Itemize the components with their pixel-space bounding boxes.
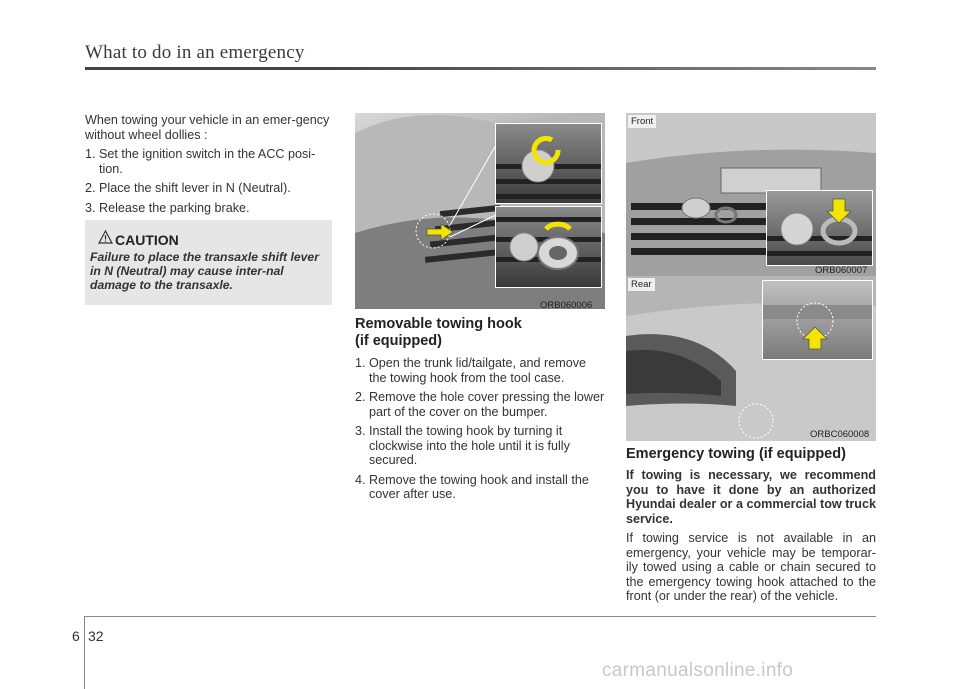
- tow-hook-icon: [767, 191, 872, 265]
- list-item: 1. Set the ignition switch in the ACC posi-tion.: [85, 147, 316, 176]
- chapter-number: 6: [72, 628, 80, 644]
- section-title-line: Removable towing hook: [355, 316, 522, 332]
- inset-hole-cover: [495, 123, 602, 204]
- inset-rear-hook: [762, 280, 873, 360]
- list-item: 2. Place the shift lever in N (Neutral).: [85, 181, 291, 195]
- list-item: 4. Remove the towing hook and install the cover after use.: [355, 472, 589, 501]
- bold-paragraph: If towing is necessary, we recommend you to have it done by an authorized Hyundai dealer or a commercial tow truck service.: [626, 468, 876, 526]
- rear-label: Rear: [628, 278, 655, 291]
- inset-front-hook: [766, 190, 873, 266]
- warning-triangle-icon: [98, 230, 113, 244]
- towing-hook-photo: [355, 113, 605, 309]
- yellow-arrow-icon: [425, 223, 455, 241]
- list-item: 3. Install the towing hook by turning it clockwise into the hole until it is fully secured.: [355, 424, 570, 467]
- page-number: 32: [88, 628, 104, 644]
- intro-text: When towing your vehicle in an emer-gency without wheel dollies :: [85, 113, 330, 142]
- figure-caption: ORB060006: [540, 300, 593, 311]
- header-rule: [85, 67, 876, 70]
- list-item: 2. Remove the hole cover pressing the lower part of the cover on the bumper.: [355, 390, 605, 419]
- page-header-title: What to do in an emergency: [85, 42, 305, 63]
- front-label: Front: [628, 115, 656, 128]
- tow-hook-icon: [496, 207, 601, 287]
- body-paragraph: If towing service is not available in an emergency, your vehicle may be temporar-ily towed using a cable or chain secured to the emergency towing hook attached to the front (or under the rear) of the vehicle.: [626, 531, 876, 603]
- front-hook-photo: [626, 113, 876, 276]
- caution-title: CAUTION: [115, 232, 179, 248]
- footer-rule: [85, 616, 876, 617]
- rear-hole-icon: [763, 281, 872, 359]
- right-column: [626, 446, 876, 604]
- watermark: carmanualsonline.info: [602, 660, 794, 681]
- rear-hook-photo: [626, 276, 876, 441]
- inset-hook-installed: [495, 206, 602, 288]
- caution-text: Failure to place the transaxle shift lever in N (Neutral) may cause inter-nal damage to the transaxle.: [90, 250, 319, 293]
- list-item: 3. Release the parking brake.: [85, 200, 250, 215]
- left-column: [85, 113, 333, 220]
- middle-column: [355, 316, 605, 507]
- towing-steps-list: [85, 147, 333, 215]
- section-title-removable-hook: [355, 316, 605, 350]
- section-title-line: (if equipped): [355, 333, 442, 349]
- list-item: 1. Open the trunk lid/tailgate, and remove the towing hook from the tool case.: [355, 356, 587, 385]
- section-title-emergency-towing: Emergency towing (if equipped): [626, 446, 846, 462]
- figure-caption-front: ORB060007: [815, 265, 868, 276]
- footer-divider: [84, 616, 85, 689]
- hole-cover-icon: [496, 124, 601, 203]
- hook-steps-list: [355, 356, 605, 502]
- figure-caption-rear: ORBC060008: [810, 429, 870, 440]
